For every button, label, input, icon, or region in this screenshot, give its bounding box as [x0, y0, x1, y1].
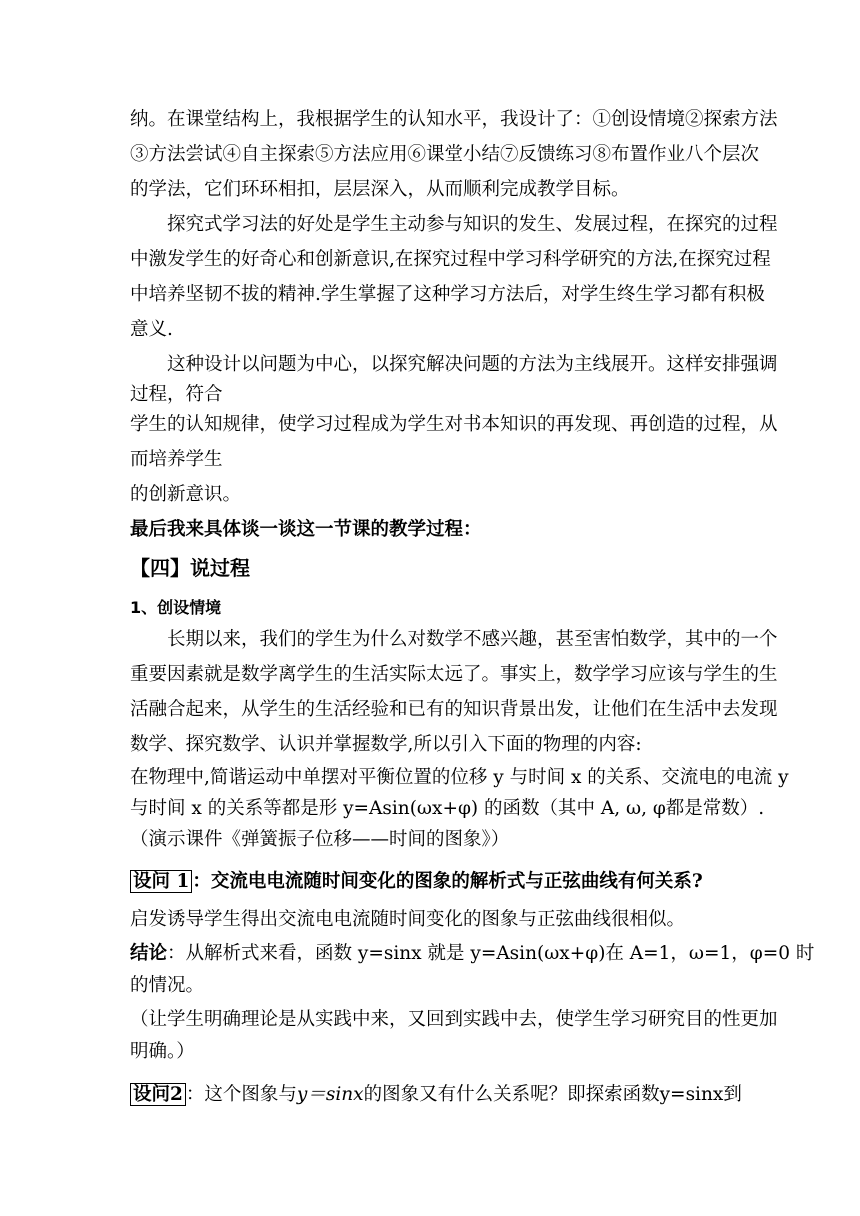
- paragraph-line: 探究式学习法的好处是学生主动参与知识的发生、发展过程，在探究的过程: [167, 214, 778, 235]
- paragraph-line: 启发诱导学生得出交流电电流随时间变化的图象与正弦曲线很相似。: [130, 909, 686, 930]
- question-label: 设问2: [130, 1083, 186, 1106]
- paragraph-line: 的创新意识。: [130, 484, 242, 505]
- intro-bold-line: 最后我来具体谈一谈这一节课的教学过程：: [130, 519, 482, 540]
- paragraph-line: 这种设计以问题为中心，以探究解决问题的方法为主线展开。这样安排强调: [167, 354, 778, 375]
- paragraph-line: 活融合起来，从学生的生活经验和已有的知识背景出发，让他们在生活中去发现: [130, 699, 778, 720]
- question-line: [130, 1083, 742, 1107]
- paragraph-line: 数学、探究数学、认识并掌握数学,所以引入下面的物理的内容:: [130, 734, 642, 755]
- question-colon-text: ：交流电电流随时间变化的图象的解析式与正弦曲线有何关系?: [192, 871, 703, 892]
- question-line: [130, 870, 703, 894]
- paragraph-line: 长期以来，我们的学生为什么对数学不感兴趣，甚至害怕数学，其中的一个: [167, 629, 778, 650]
- paragraph-line: 意义.: [130, 319, 173, 340]
- question-text: 的图象又有什么关系呢？即探索函数y=sinx到: [363, 1084, 742, 1105]
- paragraph-line: 重要因素就是数学离学生的生活实际太远了。事实上，数学学习应该与学生的生: [130, 664, 778, 685]
- conclusion-label: 结论: [130, 943, 168, 964]
- paragraph-line: 纳。在课堂结构上，我根据学生的认知水平，我设计了：①创设情境②探索方法: [130, 109, 778, 130]
- math-expression: y＝sinx: [296, 1084, 364, 1105]
- question-text: ：这个图象与: [185, 1084, 297, 1105]
- paragraph-line: （让学生明确理论是从实践中来，又回到实践中去，使学生学习研究目的性更加: [130, 1009, 778, 1030]
- paragraph-line: 在物理中,简谐运动中单摆对平衡位置的位移 y 与时间 x 的关系、交流电的电流 y: [130, 767, 789, 788]
- conclusion-text: ：从解析式来看，函数 y=sinx 就是 y=Asin(ωx+φ)在 A=1，ω=1，φ=0 时: [167, 943, 815, 964]
- paragraph-line: 中培养坚韧不拔的精神.学生掌握了这种学习方法后，对学生终生学习都有积极: [130, 284, 765, 305]
- paragraph-line: 中激发学生的好奇心和创新意识,在探究过程中学习科学研究的方法,在探究过程: [130, 249, 771, 270]
- paragraph-line: 明确。）: [130, 1041, 195, 1062]
- paragraph-line: （演示课件《弹簧振子位移——时间的图象》）: [130, 829, 510, 850]
- paragraph-line: 过程，符合: [130, 384, 223, 405]
- paragraph-line: 的学法，它们环环相扣，层层深入，从而顺利完成教学目标。: [130, 179, 630, 200]
- paragraph-line: 的情况。: [130, 975, 205, 996]
- section-heading: 【四】说过程: [130, 556, 250, 580]
- conclusion-line: [130, 942, 814, 966]
- paragraph-line: 与时间 x 的关系等都是形 y=Asin(ωx+φ) 的函数（其中 A, ω, φ都是常数）.: [130, 798, 765, 819]
- question-label: 设问 1: [130, 870, 192, 893]
- paragraph-line: ③方法尝试④自主探索⑤方法应用⑥课堂小结⑦反馈练习⑧布置作业八个层次: [130, 144, 760, 165]
- paragraph-line: 学生的认知规律，使学习过程成为学生对书本知识的再发现、再创造的过程，从: [130, 414, 778, 435]
- paragraph-line: 而培养学生: [130, 449, 223, 470]
- sub-heading: 1、创设情境: [130, 598, 222, 617]
